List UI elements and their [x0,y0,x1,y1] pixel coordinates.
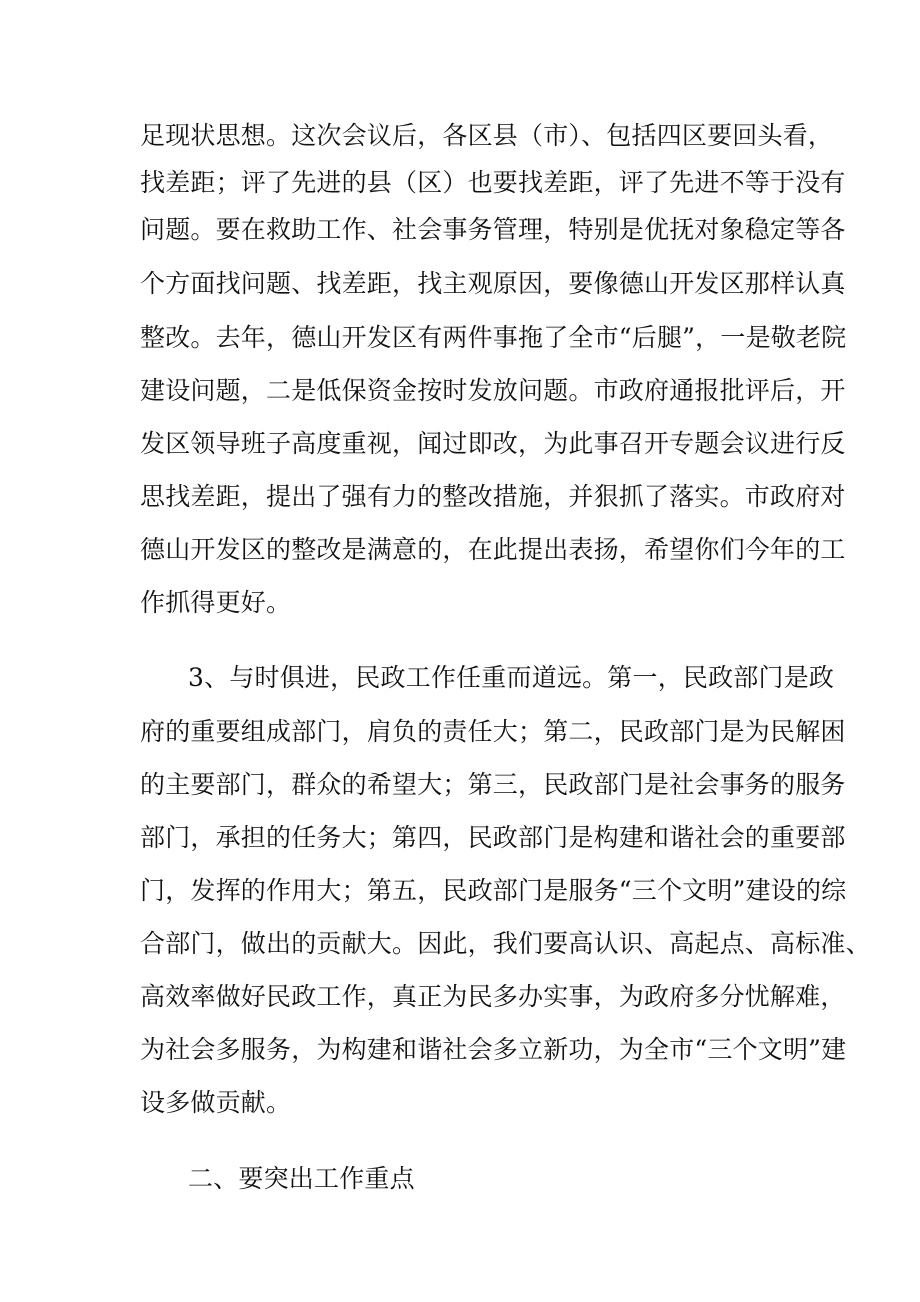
text-line: 德山开发区的整改是满意的，在此提出表扬，希望你们今年的工 [140,535,846,564]
text-line: 设多做贡献。 [140,1088,292,1117]
text-line: 思找差距，提出了强有力的整改措施，并狠抓了落实。市政府对 [140,482,846,511]
text-line: 合部门，做出的贡献大。因此，我们要高认识、高起点、高标准、 [140,929,871,958]
text-line: 建设问题，二是低保资金按时发放问题。市政府通报批评后，开 [140,376,846,405]
text-line: 门，发挥的作用大；第五，民政部门是服务“三个文明”建设的综 [140,876,847,905]
text-line: 足现状思想。这次会议后，各区县（市）、包括四区要回头看， [140,121,834,150]
text-line: 发区领导班子高度重视，闻过即改，为此事召开专题会议进行反 [140,429,846,458]
text-line: 找差距；评了先进的县（区）也要找差距，评了先进不等于没有 [140,168,846,197]
text-line: 作抓得更好。 [140,588,292,617]
text-line: 府的重要组成部门，肩负的责任大；第二，民政部门是为民解困 [140,717,846,746]
text-line: 问题。要在救助工作、社会事务管理，特别是优抚对象稳定等各 [140,215,846,244]
text-line: 部门，承担的任务大；第四，民政部门是构建和谐社会的重要部 [140,823,846,852]
text-line: 3、与时俱进，民政工作任重而道远。第一，民政部门是政 [188,663,835,692]
text-line: 高效率做好民政工作，真正为民多办实事，为政府多分忧解难， [140,982,846,1011]
text-line: 为社会多服务，为构建和谐社会多立新功，为全市“三个文明”建 [140,1035,847,1064]
text-line: 个方面找问题、找差距，找主观原因，要像德山开发区那样认真 [140,269,846,298]
section-heading: 二、要突出工作重点 [188,1164,415,1193]
text-line: 整改。去年，德山开发区有两件事拖了全市“后腿”，一是敬老院 [140,323,847,352]
text-line: 的主要部门，群众的希望大；第三，民政部门是社会事务的服务 [140,770,846,799]
